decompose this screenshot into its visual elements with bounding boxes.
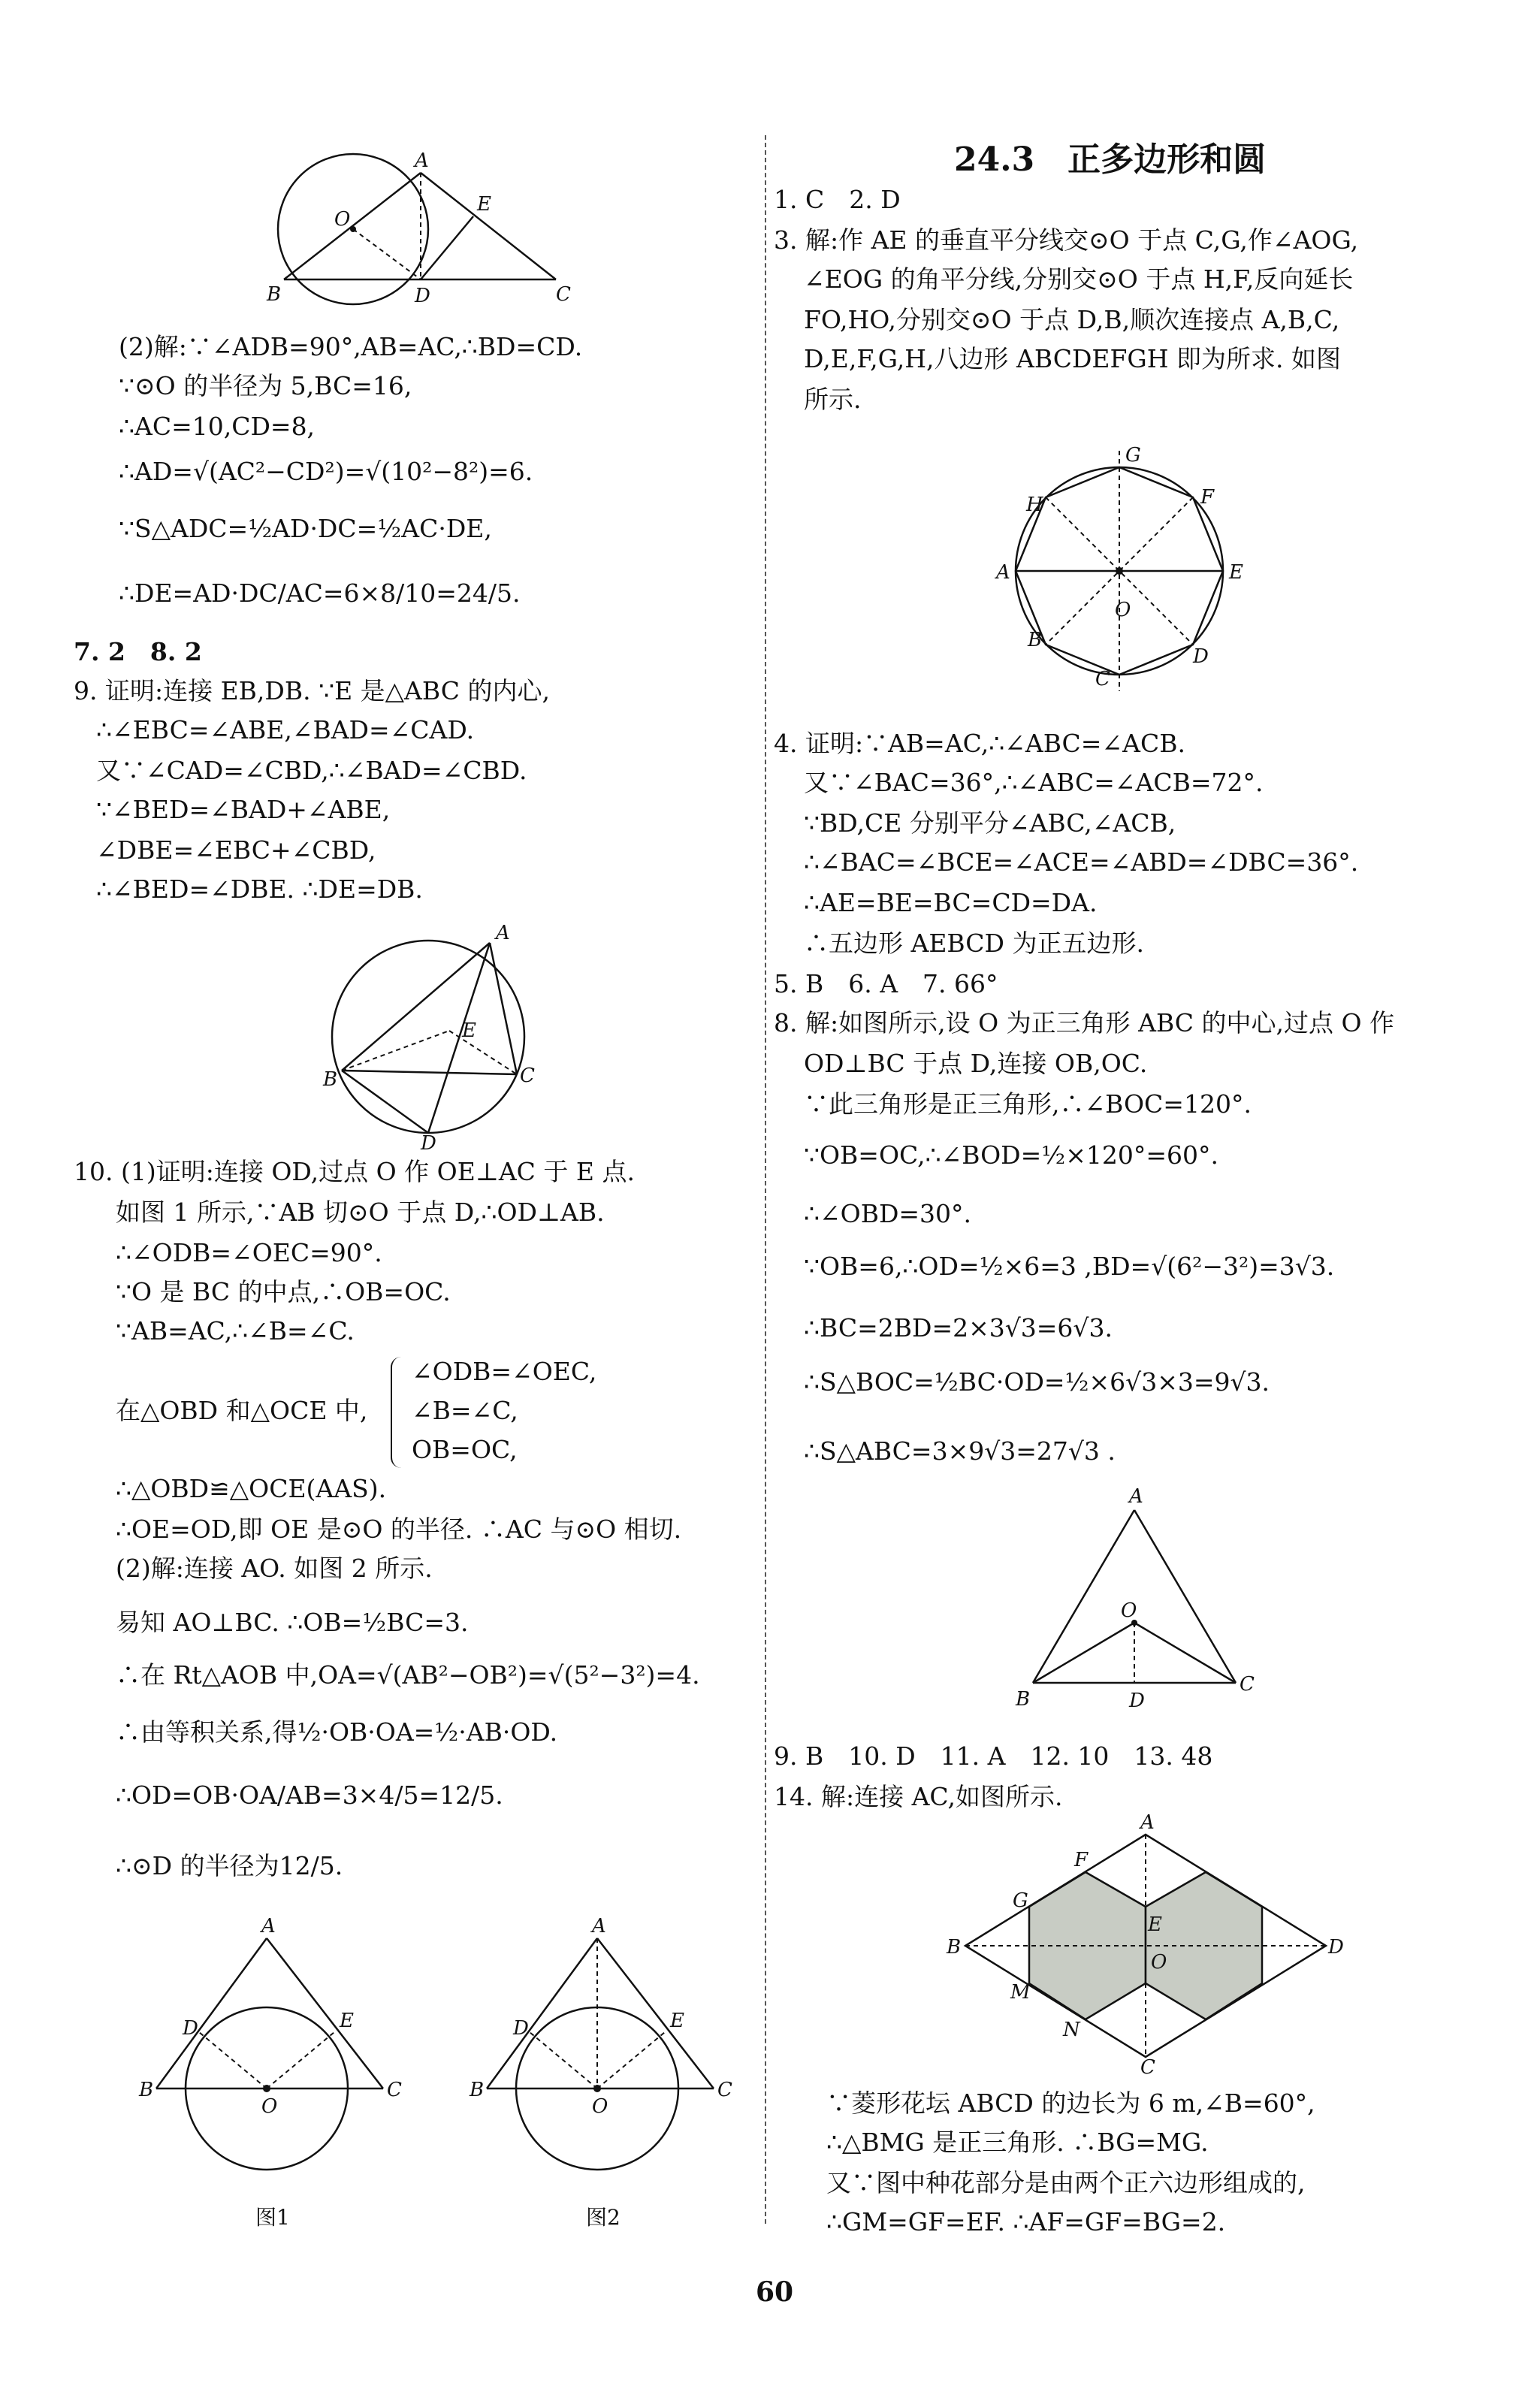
fig-label: O [592, 2095, 608, 2118]
text-line: 8. 解:如图所示,设 O 为正三角形 ABC 的中心,过点 O 作 [774, 1008, 1395, 1037]
text-line: 9. 证明:连接 EB,DB. ∵E 是△ABC 的内心, [74, 676, 550, 705]
text-line: (2)解:连接 AO. 如图 2 所示. [116, 1554, 433, 1583]
fig-label: E [340, 2010, 354, 2032]
fig-label: A [261, 1915, 276, 1937]
fig-caption: 图1 [255, 2205, 290, 2230]
text-line: OD⊥BC 于点 D,连接 OB,OC. [804, 1049, 1148, 1078]
text-line: ∠EOG 的角平分线,分别交⊙O 于点 H,F,反向延长 [804, 264, 1354, 294]
text-line: ∴△OBD≌△OCE(AAS). [116, 1474, 387, 1503]
figure-incircle [316, 922, 556, 1155]
text-line: ∵⊙O 的半径为 5,BC=16, [119, 371, 412, 400]
fig-label: C [556, 283, 571, 306]
fig-label: B [1028, 629, 1043, 651]
fig-label: D [1193, 645, 1209, 668]
fig-label: B [470, 2079, 485, 2101]
fig-label: A [592, 1915, 606, 1937]
fig-label: D [421, 1132, 436, 1155]
text-line: 7. 2 8. 2 [74, 637, 202, 666]
text-line: ∴S△ABC=3×9√3=27√3 . [804, 1436, 1116, 1466]
text-line: ∠B=∠C, [412, 1396, 518, 1425]
fig-label: D [183, 2017, 198, 2040]
fig-label: O [1151, 1951, 1167, 1974]
text-line: ∴由等积关系,得½·OB·OA=½·AB·OD. [116, 1717, 558, 1747]
fig-label: B [323, 1068, 338, 1091]
text-line: 易知 AO⊥BC. ∴OB=½BC=3. [116, 1608, 469, 1637]
text-line: 1. C 2. D [774, 185, 901, 214]
figure-rhombus [947, 1811, 1344, 2079]
text-line: ∴AD=√(AC²−CD²)=√(10²−8²)=6. [119, 457, 533, 486]
fig-label: N [1063, 2019, 1080, 2041]
text-line: ∴在 Rt△AOB 中,OA=√(AB²−OB²)=√(5²−3²)=4. [116, 1660, 700, 1690]
text-line: 又∵图中种花部分是由两个正六边形组成的, [826, 2168, 1306, 2197]
figure-triangle [1007, 1487, 1277, 1728]
text-line: ∵O 是 BC 的中点,∴OB=OC. [116, 1277, 451, 1306]
text-line: ∴BC=2BD=2×3√3=6√3. [804, 1313, 1113, 1342]
text-line: ∵OB=OC,∴∠BOD=½×120°=60°. [804, 1140, 1218, 1170]
fig-label: H [1026, 494, 1043, 516]
fig-label: O [261, 2095, 278, 2118]
fig-label: B [139, 2079, 154, 2101]
text-line: ∴∠BAC=∠BCE=∠ACE=∠ABD=∠DBC=36°. [804, 847, 1359, 877]
brace [391, 1357, 403, 1468]
text-line: 又∵∠BAC=36°,∴∠ABC=∠ACB=72°. [804, 768, 1264, 797]
fig-label: O [1115, 599, 1131, 621]
fig-label: A [1140, 1811, 1155, 1834]
fig-label: D [1129, 1690, 1145, 1712]
fig-label: E [1148, 1913, 1162, 1936]
fig-label: A [496, 922, 510, 944]
fig-label: B [267, 283, 282, 306]
text-line: ∴DE=AD·DC/AC=6×8/10=24/5. [119, 578, 521, 608]
text-line: ∴∠BED=∠DBE. ∴DE=DB. [96, 874, 423, 904]
text-line: FO,HO,分别交⊙O 于点 D,B,顺次连接点 A,B,C, [804, 305, 1340, 334]
text-line: ∴GM=GF=EF. ∴AF=GF=BG=2. [826, 2207, 1226, 2236]
fig-label: F [1200, 486, 1215, 509]
text-line: ∴△BMG 是正三角形. ∴BG=MG. [826, 2128, 1209, 2157]
fig-label: A [996, 561, 1010, 584]
figure-2 [466, 1916, 736, 2171]
text-line: 10. (1)证明:连接 OD,过点 O 作 OE⊥AC 于 E 点. [74, 1157, 635, 1186]
fig-label: A [415, 150, 429, 172]
fig-label: D [415, 285, 430, 307]
column-divider [765, 135, 766, 2224]
fig-label: G [1125, 444, 1141, 467]
fig-label: E [477, 193, 491, 216]
fig-label: G [1013, 1889, 1028, 1912]
text-line: (2)解:∵∠ADB=90°,AB=AC,∴BD=CD. [119, 332, 583, 361]
fig-label: C [717, 2079, 732, 2101]
text-line: 9. B 10. D 11. A 12. 10 13. 48 [774, 1741, 1213, 1771]
text-line: 3. 解:作 AE 的垂直平分线交⊙O 于点 C,G,作∠AOG, [774, 225, 1359, 255]
text-line: ∵菱形花坛 ABCD 的边长为 6 m,∠B=60°, [826, 2088, 1315, 2118]
text-line: 所示. [804, 385, 862, 414]
fig-label: C [520, 1065, 535, 1087]
text-line: ∴∠ODB=∠OEC=90°. [116, 1238, 382, 1267]
text-line: ∵AB=AC,∴∠B=∠C. [116, 1316, 355, 1346]
fig-label: E [1229, 561, 1243, 584]
figure-circle-tangent [248, 150, 586, 316]
text-line: ∵BD,CE 分别平分∠ABC,∠ACB, [804, 808, 1176, 838]
text-line: ∵∠BED=∠BAD+∠ABE, [96, 795, 391, 824]
fig-label: B [947, 1936, 962, 1959]
fig-label: D [1328, 1936, 1344, 1959]
text-line: ∴∠OBD=30°. [804, 1199, 972, 1228]
text-line: 如图 1 所示,∵AB 切⊙O 于点 D,∴OD⊥AB. [116, 1198, 605, 1227]
text-line: 5. B 6. A 7. 66° [774, 969, 998, 998]
text-line: ∴S△BOC=½BC·OD=½×6√3×3=9√3. [804, 1367, 1270, 1397]
fig-label: C [387, 2079, 402, 2101]
text-line: ∴OD=OB·OA/AB=3×4/5=12/5. [116, 1780, 503, 1810]
text-line: ∴⊙D 的半径为12/5. [116, 1851, 343, 1880]
text-line: ∴OE=OD,即 OE 是⊙O 的半径. ∴AC 与⊙O 相切. [116, 1515, 682, 1544]
text-line: D,E,F,G,H,八边形 ABCDEFGH 即为所求. 如图 [804, 344, 1342, 373]
text-line: ∠DBE=∠EBC+∠CBD, [96, 835, 376, 865]
fig-label: O [334, 208, 351, 231]
fig-label: E [670, 2010, 684, 2032]
text-line: 4. 证明:∵AB=AC,∴∠ABC=∠ACB. [774, 729, 1185, 758]
fig-caption: 图2 [586, 2205, 621, 2230]
page-number: 60 [756, 2276, 794, 2308]
text-line: ∴AC=10,CD=8, [119, 412, 316, 441]
fig-label: F [1074, 1849, 1089, 1871]
section-title: 24.3 正多边形和圆 [954, 140, 1267, 179]
figure-1 [135, 1916, 406, 2171]
text-line: 又∵∠CAD=∠CBD,∴∠BAD=∠CBD. [96, 756, 527, 785]
text-line: 14. 解:连接 AC,如图所示. [774, 1782, 1063, 1811]
fig-label: C [1140, 2056, 1155, 2079]
text-line: ∠ODB=∠OEC, [412, 1357, 597, 1386]
text-line: ∵S△ADC=½AD·DC=½AC·DE, [119, 514, 492, 543]
fig-label: C [1240, 1673, 1255, 1696]
text-line: ∵此三角形是正三角形,∴∠BOC=120°. [804, 1089, 1252, 1119]
text-line: ∴五边形 AEBCD 为正五边形. [804, 929, 1144, 958]
fig-label: O [1121, 1599, 1137, 1622]
fig-label: C [1095, 668, 1110, 690]
figure-octagon [984, 436, 1270, 706]
fig-label: E [462, 1019, 476, 1042]
fig-label: A [1129, 1485, 1143, 1508]
text-line: ∴AE=BE=BC=CD=DA. [804, 888, 1098, 917]
fig-label: M [1010, 1981, 1031, 2004]
text-line: ∵OB=6,∴OD=½×6=3 ,BD=√(6²−3²)=3√3. [804, 1252, 1335, 1281]
fig-label: D [513, 2017, 529, 2040]
text-line: 在△OBD 和△OCE 中, [116, 1396, 368, 1425]
text-line: ∴∠EBC=∠ABE,∠BAD=∠CAD. [96, 715, 475, 744]
fig-label: B [1016, 1688, 1031, 1711]
text-line: OB=OC, [412, 1435, 518, 1464]
